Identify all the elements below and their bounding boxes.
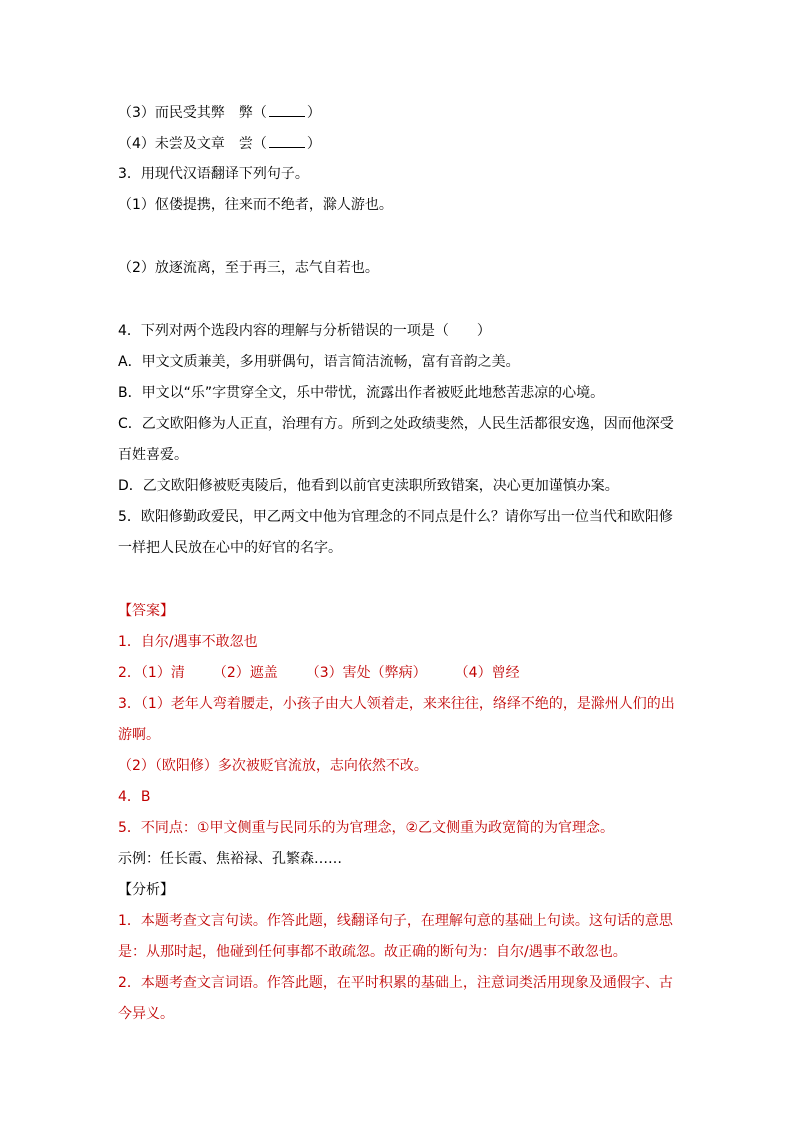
analysis-2-line2: 今异义。 — [118, 1006, 174, 1022]
answer-2-part-4: （4）曾经 — [454, 665, 520, 681]
answer-5: 5．不同点：①甲文侧重与民同乐的为官理念，②乙文侧重为政宽简的为官理念。 — [118, 820, 615, 836]
answer-blank[interactable] — [269, 102, 305, 117]
q2-item-4-close: ） — [306, 136, 321, 152]
answer-3-line1: 3．（1）老年人弯着腰走，小孩子由大人领着走，来来往往，络绎不绝的，是滁州人们的出 — [118, 696, 675, 712]
q4-option-c-line1: C．乙文欧阳修为人正直，治理有方。所到之处政绩斐然，人民生活都很安逸，因而他深受 — [118, 416, 674, 432]
q3-sentence-1: （1）伛偻提携，往来而不绝者，滁人游也。 — [118, 197, 393, 213]
analysis-header: 【分析】 — [118, 882, 174, 898]
q3-title: 3．用现代汉语翻译下列句子。 — [118, 166, 309, 182]
q4-option-d: D．乙文欧阳修被贬夷陵后，他看到以前官吏渎职所致错案，决心更加谨慎办案。 — [118, 478, 619, 494]
answer-3-line2: 游啊。 — [118, 727, 160, 743]
q2-item-4 — [118, 133, 321, 154]
answer-header: 【答案】 — [118, 603, 174, 619]
answer-example: 示例：任长霞、焦裕禄、孔繁森…… — [118, 851, 342, 867]
q5-line2: 一样把人民放在心中的好官的名字。 — [118, 540, 342, 556]
answer-blank[interactable] — [269, 133, 305, 148]
analysis-1-line1: 1．本题考查文言句读。作答此题，线翻译句子，在理解句意的基础上句读。这句话的意思 — [118, 913, 673, 929]
q4-title: 4．下列对两个选段内容的理解与分析错误的一项是（ ） — [118, 323, 491, 339]
answer-2 — [118, 663, 520, 683]
analysis-1-line2: 是：从那时起，他碰到任何事都不敢疏忽。故正确的断句为：自尔/遇事不敢忽也。 — [118, 944, 627, 960]
q4-option-b: B．甲文以“乐”字贯穿全文，乐中带忧，流露出作者被贬此地愁苦悲凉的心境。 — [118, 385, 605, 401]
answer-3-part-2: （2）（欧阳修）多次被贬官流放，志向依然不改。 — [118, 758, 428, 774]
answer-1: 1．自尔/遇事不敢忽也 — [118, 634, 258, 650]
q3-sentence-2: （2）放逐流离，至于再三，志气自若也。 — [118, 260, 379, 276]
q5-line1: 5．欧阳修勤政爱民，甲乙两文中他为官理念的不同点是什么？请你写出一位当代和欧阳修 — [118, 509, 673, 525]
q4-option-c-line2: 百姓喜爱。 — [118, 447, 188, 463]
analysis-2-line1: 2．本题考查文言词语。作答此题，在平时积累的基础上，注意词类活用现象及通假字、古 — [118, 975, 673, 991]
answer-2-part-1: 2．（1）清 — [118, 665, 185, 681]
q2-item-4-text: （4）未尝及文章 尝（ — [118, 136, 267, 152]
q2-item-3-close: ） — [306, 105, 321, 121]
q2-item-3 — [118, 102, 321, 123]
answer-2-part-3: （3）害处（弊病） — [305, 665, 427, 681]
q2-item-3-text: （3）而民受其弊 弊（ — [118, 105, 267, 121]
answer-2-part-2: （2）遮盖 — [212, 665, 278, 681]
q4-option-a: A．甲文文质兼美，多用骈偶句，语言简洁流畅，富有音韵之美。 — [118, 354, 520, 370]
answer-4: 4．B — [118, 789, 151, 805]
